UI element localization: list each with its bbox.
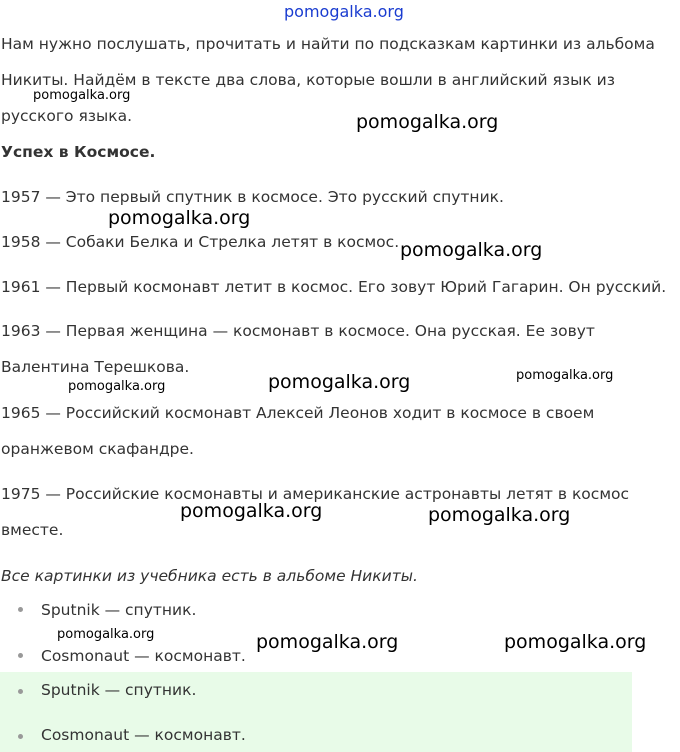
answer-item: Cosmonaut — космонавт. xyxy=(41,726,246,744)
year-1957: 1957 — Это первый спутник в космосе. Это русский спутник. xyxy=(1,188,504,206)
watermark: pomogalka.org xyxy=(356,111,499,133)
watermark: pomogalka.org xyxy=(516,368,614,383)
watermark: pomogalka.org xyxy=(400,239,543,261)
bullet-dot xyxy=(18,607,23,612)
section-heading: Успех в Космосе. xyxy=(1,143,156,161)
list-item: Cosmonaut — космонавт. xyxy=(41,647,246,665)
album-note: Все картинки из учебника есть в альбоме Никиты. xyxy=(1,567,418,585)
watermark: pomogalka.org xyxy=(268,371,411,393)
year-1975-line-2: вместе. xyxy=(1,521,64,539)
watermark: pomogalka.org xyxy=(68,379,166,394)
year-1975-line-1: 1975 — Российские космонавты и американские астронавты летят в космос xyxy=(1,485,630,503)
watermark: pomogalka.org xyxy=(108,207,251,229)
watermark: pomogalka.org xyxy=(57,627,155,642)
year-1961: 1961 — Первый космонавт летит в космос. Его зовут Юрий Гагарин. Он русский. xyxy=(1,278,667,296)
watermark: pomogalka.org xyxy=(504,631,647,653)
bullet-dot xyxy=(18,653,23,658)
intro-line-2: Никиты. Найдём в тексте два слова, которые вошли в английский язык из xyxy=(1,71,615,89)
watermark: pomogalka.org xyxy=(256,631,399,653)
bullet-dot xyxy=(18,734,23,739)
watermark: pomogalka.org xyxy=(33,88,131,103)
bullet-dot xyxy=(18,689,23,694)
year-1963-line-2: Валентина Терешкова. xyxy=(1,358,190,376)
watermark-top: pomogalka.org xyxy=(284,2,404,21)
intro-line-3: русского языка. xyxy=(1,107,133,125)
intro-line-1: Нам нужно послушать, прочитать и найти по подсказкам картинки из альбома xyxy=(1,35,655,53)
answer-item: Sputnik — спутник. xyxy=(41,681,197,699)
list-item: Sputnik — спутник. xyxy=(41,601,197,619)
year-1958: 1958 — Собаки Белка и Стрелка летят в космос. xyxy=(1,233,400,251)
answer-box xyxy=(0,672,632,752)
watermark: pomogalka.org xyxy=(428,504,571,526)
year-1965-line-2: оранжевом скафандре. xyxy=(1,440,194,458)
watermark: pomogalka.org xyxy=(180,500,323,522)
year-1965-line-1: 1965 — Российский космонавт Алексей Леонов ходит в космосе в своем xyxy=(1,404,595,422)
year-1963-line-1: 1963 — Первая женщина — космонавт в космосе. Она русская. Ее зовут xyxy=(1,322,595,340)
